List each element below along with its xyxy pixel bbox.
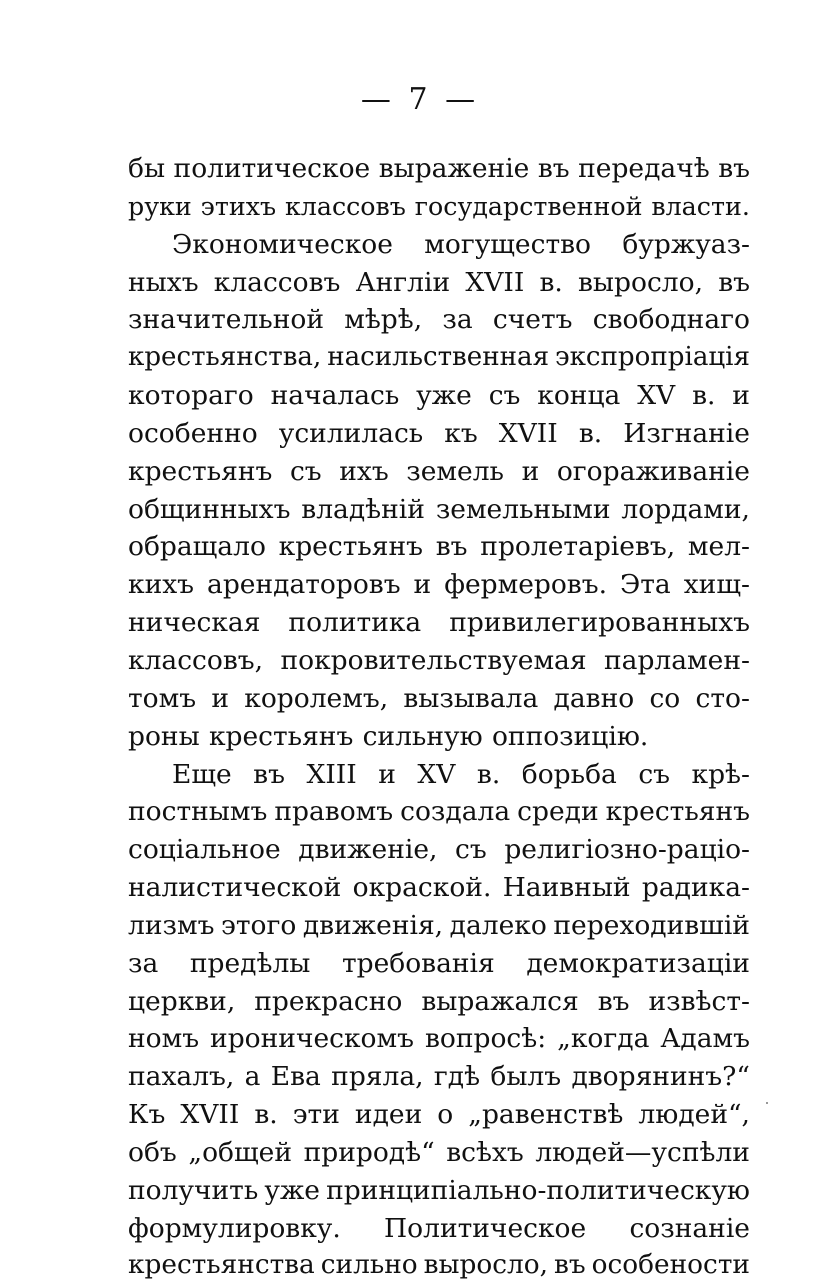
text-line — [128, 756, 750, 794]
word: пряла, — [331, 1061, 424, 1093]
word: въ — [554, 1250, 586, 1281]
word: классовъ, — [128, 644, 264, 676]
text-line — [128, 188, 750, 226]
word: XVII — [498, 417, 558, 449]
word: выросло, — [578, 266, 703, 298]
word: сто- — [695, 682, 750, 714]
word: крестьянъ — [208, 720, 354, 752]
word: конца — [537, 380, 621, 412]
word: ихъ — [339, 455, 389, 487]
word: оппозицію. — [491, 720, 649, 752]
word: выражался — [421, 985, 579, 1017]
word: ническая — [128, 607, 261, 639]
text-line — [128, 528, 750, 566]
word: въ — [718, 153, 750, 184]
text-line — [128, 1020, 750, 1058]
word: требованія — [341, 947, 495, 979]
word: королемъ, — [244, 682, 389, 714]
word: земель — [406, 455, 504, 487]
text-line — [128, 1134, 750, 1172]
word: вызывала — [403, 682, 539, 714]
text-line — [128, 377, 750, 415]
word: хищ- — [683, 569, 750, 601]
word: пахалъ, — [128, 1061, 235, 1093]
text-line — [128, 793, 750, 831]
word: борьба — [521, 758, 617, 790]
word: мѣрѣ, — [344, 304, 423, 336]
word: „общей — [188, 1136, 292, 1168]
word: земельными — [435, 493, 611, 525]
word: и — [732, 380, 750, 412]
word: всѣхъ — [446, 1136, 524, 1168]
word: въ — [718, 266, 750, 298]
word: обращало — [128, 531, 266, 563]
word: Наивный — [502, 872, 631, 904]
word: в. — [254, 1099, 278, 1131]
word: XIII — [306, 758, 357, 790]
word: и — [378, 758, 396, 790]
word: среди — [517, 796, 599, 828]
word: могущество — [424, 228, 591, 260]
word: прекрасно — [254, 985, 403, 1017]
text-line — [128, 150, 750, 188]
word: объ — [128, 1136, 177, 1168]
word: XVII — [180, 1099, 240, 1131]
word: сильную — [362, 720, 483, 752]
word: „когда — [557, 1023, 650, 1055]
word: эти — [292, 1099, 340, 1131]
word: движенія, — [302, 909, 444, 941]
word: создала — [400, 796, 511, 828]
word: Политическое — [384, 1212, 587, 1244]
word: парламен- — [604, 644, 750, 676]
word: буржуаз- — [622, 228, 750, 260]
word: в. — [539, 266, 563, 298]
text-line — [128, 945, 750, 983]
word: фермеровъ. — [444, 569, 608, 601]
word: власти. — [651, 190, 750, 221]
word: крестьянства — [128, 1250, 315, 1281]
word: кихъ — [128, 569, 195, 601]
word: „равенствѣ — [468, 1099, 624, 1131]
word: усилилась — [278, 417, 424, 449]
word: Экономическое — [172, 228, 393, 260]
word: со — [649, 682, 681, 714]
text-line — [128, 907, 750, 945]
text-line — [128, 718, 750, 756]
word: XVII — [465, 266, 525, 298]
word: Эта — [620, 569, 671, 601]
text-line — [128, 642, 750, 680]
word: съ — [488, 380, 521, 412]
word: роны — [128, 720, 200, 752]
word: крестьянъ — [128, 455, 273, 487]
word: въ — [597, 985, 630, 1017]
word: получить — [128, 1174, 259, 1206]
text-line — [128, 604, 750, 642]
word: гдѣ — [433, 1061, 481, 1093]
text-line — [128, 1096, 750, 1134]
word: а — [244, 1061, 261, 1093]
text-line — [128, 1210, 750, 1248]
word: за — [442, 304, 473, 336]
text-line — [128, 680, 750, 718]
word: ныхъ — [128, 266, 199, 298]
word: мел- — [687, 531, 750, 563]
word: въ — [435, 531, 468, 563]
word: движеніе, — [298, 834, 438, 866]
word: къ — [444, 417, 478, 449]
word: переходившій — [553, 909, 750, 941]
word: свободнаго — [592, 304, 750, 336]
word: и — [211, 682, 230, 714]
word: въ — [253, 758, 285, 790]
word: вопросѣ: — [424, 1023, 547, 1055]
word: номъ — [128, 1023, 200, 1055]
word: политика — [288, 607, 422, 639]
word: формулировку. — [128, 1212, 341, 1244]
word: людей—успѣли — [535, 1136, 750, 1168]
text-line — [128, 415, 750, 453]
word: соціальное — [128, 834, 281, 866]
text-line — [128, 1058, 750, 1096]
word: сильно — [320, 1250, 418, 1281]
word: религіозно-раціо- — [504, 834, 750, 866]
word: политическое — [173, 153, 371, 184]
word: в. — [692, 380, 716, 412]
word: дворянинъ?“ — [571, 1061, 750, 1093]
word: церкви, — [128, 985, 236, 1017]
word: постнымъ — [128, 796, 268, 828]
word: Еще — [172, 758, 232, 790]
word: пролетаріевъ, — [480, 531, 676, 563]
word: уже — [416, 380, 472, 412]
word: насильственная — [327, 342, 550, 373]
text-line — [128, 1247, 750, 1285]
word: Ева — [270, 1061, 321, 1093]
word: Англіи — [355, 266, 451, 298]
text-line — [128, 491, 750, 529]
word: особенно — [128, 417, 258, 449]
text-line — [128, 831, 750, 869]
word: давно — [553, 682, 635, 714]
word: налистической — [128, 872, 342, 904]
word: владѣній — [301, 493, 425, 525]
word: Адамъ — [660, 1023, 750, 1055]
word: передачѣ — [578, 153, 710, 184]
word: классовъ — [284, 190, 406, 221]
word: в. — [476, 758, 501, 790]
word: бы — [128, 153, 166, 184]
word: крестьянъ — [278, 531, 424, 563]
word: за — [128, 947, 159, 979]
word: XV — [637, 380, 676, 412]
word: правомъ — [274, 796, 394, 828]
word: идеи — [354, 1099, 423, 1131]
word: томъ — [128, 682, 197, 714]
word: счетъ — [492, 304, 573, 336]
word: сознаніе — [629, 1212, 750, 1244]
word: крестьянства, — [128, 342, 322, 373]
word: классовъ — [213, 266, 341, 298]
word: огораживаніе — [556, 455, 750, 487]
word: и — [521, 455, 540, 487]
word: природѣ“ — [303, 1136, 435, 1168]
word: людей“, — [638, 1099, 750, 1131]
word: началась — [270, 380, 400, 412]
word: съ — [455, 834, 487, 866]
word: лизмъ — [128, 909, 215, 941]
word: особености — [591, 1250, 750, 1281]
word: предѣлы — [189, 947, 311, 979]
word: этихъ — [200, 190, 277, 221]
word: привилегированныхъ — [449, 607, 750, 639]
body-text — [128, 150, 750, 1285]
text-line — [128, 339, 750, 377]
word: ироническомъ — [210, 1023, 414, 1055]
word: былъ — [490, 1061, 562, 1093]
print-speck — [766, 1102, 768, 1104]
word: далеко — [449, 909, 547, 941]
word: покровительствуемая — [280, 644, 587, 676]
text-line — [128, 453, 750, 491]
word: съ — [638, 758, 671, 790]
word: извѣст- — [648, 985, 750, 1017]
text-line — [128, 264, 750, 302]
text-line — [128, 226, 750, 264]
word: крестьянъ — [605, 796, 750, 828]
word: этого — [221, 909, 297, 941]
word: Къ — [128, 1099, 166, 1131]
word: Изгнаніе — [623, 417, 750, 449]
word: руки — [128, 190, 192, 221]
word: котораго — [128, 380, 254, 412]
word: и — [413, 569, 432, 601]
page-number: — 7 — — [360, 82, 480, 117]
word: XV — [417, 758, 456, 790]
word: общинныхъ — [128, 493, 291, 525]
word: окраской. — [352, 872, 492, 904]
word: экспропріація — [554, 342, 750, 373]
word: крѣ- — [691, 758, 750, 790]
word: съ — [289, 455, 322, 487]
word: выраженіе — [378, 153, 530, 184]
text-line — [128, 301, 750, 339]
word: демократизаціи — [526, 947, 750, 979]
word: принципіально-политическую — [326, 1174, 750, 1206]
text-line — [128, 869, 750, 907]
word: государственной — [414, 190, 643, 221]
word: в. — [578, 417, 603, 449]
text-line — [128, 566, 750, 604]
word: арендаторовъ — [207, 569, 401, 601]
text-line — [128, 983, 750, 1021]
word: о — [437, 1099, 454, 1131]
word: значительной — [128, 304, 324, 336]
word: выросло, — [423, 1250, 548, 1281]
word: уже — [264, 1174, 320, 1206]
word: лордами, — [621, 493, 750, 525]
word: радика- — [641, 872, 750, 904]
word: въ — [537, 153, 570, 184]
